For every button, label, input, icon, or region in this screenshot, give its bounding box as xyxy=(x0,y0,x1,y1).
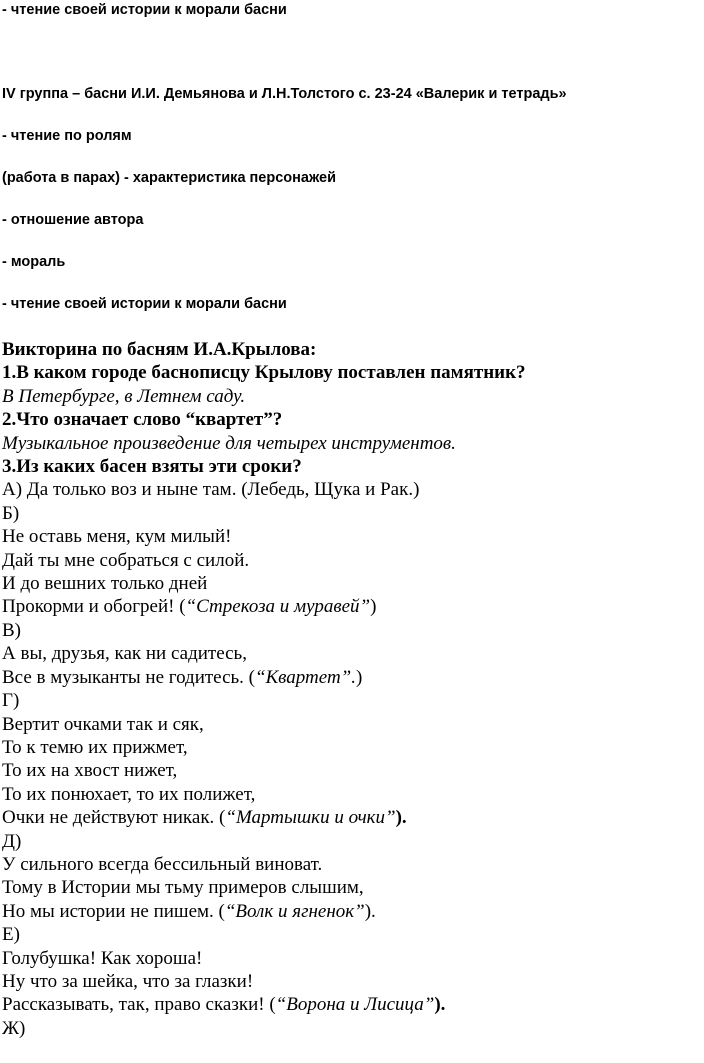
option-b-label: Б) xyxy=(2,502,20,524)
closing-paren: ) xyxy=(370,596,377,618)
verse-line: Ну что за шейка, что за глазки! xyxy=(2,970,254,992)
plan-line: - чтение своей истории к морали басни xyxy=(2,296,287,312)
option-v-label: В) xyxy=(2,619,21,641)
verse-line: Вертит очками так и сяк, xyxy=(2,713,204,735)
option-e-label: Е) xyxy=(2,924,20,946)
verse-line-with-answer xyxy=(2,900,702,923)
verse-text: Прокорми и обогрей! ( xyxy=(2,596,186,618)
verse-text: Но мы истории не пишем. ( xyxy=(2,900,225,922)
verse-line: Не оставь меня, кум милый! xyxy=(2,526,232,548)
verse-line: Голубушка! Как хороша! xyxy=(2,947,203,969)
fable-title: “Стрекоза и муравей” xyxy=(185,596,371,618)
option-g-label: Г) xyxy=(2,690,20,712)
closing-paren: ) xyxy=(356,666,363,688)
verse-line-with-answer xyxy=(2,666,702,689)
closing-paren: ). xyxy=(434,994,446,1016)
answer-1: В Петербурге, в Летнем саду. xyxy=(2,385,246,407)
verse-line: Дай ты мне собраться с силой. xyxy=(2,549,250,571)
fable-title: “Ворона и Лисица” xyxy=(275,994,435,1016)
plan-line: - отношение автора xyxy=(2,212,144,228)
verse-text: Все в музыканты не годитесь. ( xyxy=(2,666,255,688)
fable-title: “Квартет”. xyxy=(255,666,356,688)
verse-line: То их на хвост нижет, xyxy=(2,760,178,782)
plan-line: - чтение по ролям xyxy=(2,128,132,144)
verse-line-with-answer xyxy=(2,806,702,829)
fable-title: “Волк и ягненок” xyxy=(224,900,365,922)
fable-title: “Мартышки и очки” xyxy=(225,807,396,829)
quiz-title: Викторина по басням И.А.Крылова: xyxy=(2,339,317,360)
verse-line: И до вешних только дней xyxy=(2,573,208,595)
closing-paren: ). xyxy=(364,900,376,922)
plan-line: - чтение своей истории к морали басни xyxy=(2,2,287,18)
verse-text: Рассказывать, так, право сказки! ( xyxy=(2,994,276,1016)
closing-paren: ). xyxy=(395,807,407,829)
plan-line: (работа в парах) - характеристика персонажей xyxy=(2,170,337,186)
verse-line: А вы, друзья, как ни садитесь, xyxy=(2,643,247,665)
group-heading: IV группа – басни И.И. Демьянова и Л.Н.Толстого с. 23-24 «Валерик и тетрадь» xyxy=(2,86,567,102)
option-zh-label: Ж) xyxy=(2,1017,26,1039)
question-3: 3.Из каких басен взяты эти сроки? xyxy=(2,456,302,478)
verse-line: То их понюхает, то их полижет, xyxy=(2,783,256,805)
verse-text: Очки не действуют никак. ( xyxy=(2,807,226,829)
question-2: 2.Что означает слово “квартет”? xyxy=(2,409,283,431)
option-d-label: Д) xyxy=(2,830,22,852)
verse-line-with-answer xyxy=(2,993,702,1016)
verse-line: Тому в Истории мы тьму примеров слышим, xyxy=(2,877,364,899)
quiz-section xyxy=(2,338,702,1040)
option-a-line: А) Да только воз и ныне там. (Лебедь, Щука и Рак.) xyxy=(2,479,420,501)
verse-line: У сильного всегда бессильный виноват. xyxy=(2,853,323,875)
plan-line: - мораль xyxy=(2,254,66,270)
verse-line: То к темю их прижмет, xyxy=(2,736,188,758)
verse-line-with-answer xyxy=(2,595,702,618)
answer-2: Музыкальное произведение для четырех инструментов. xyxy=(2,432,456,454)
question-1: 1.В каком городе баснописцу Крылову поставлен памятник? xyxy=(2,362,526,384)
